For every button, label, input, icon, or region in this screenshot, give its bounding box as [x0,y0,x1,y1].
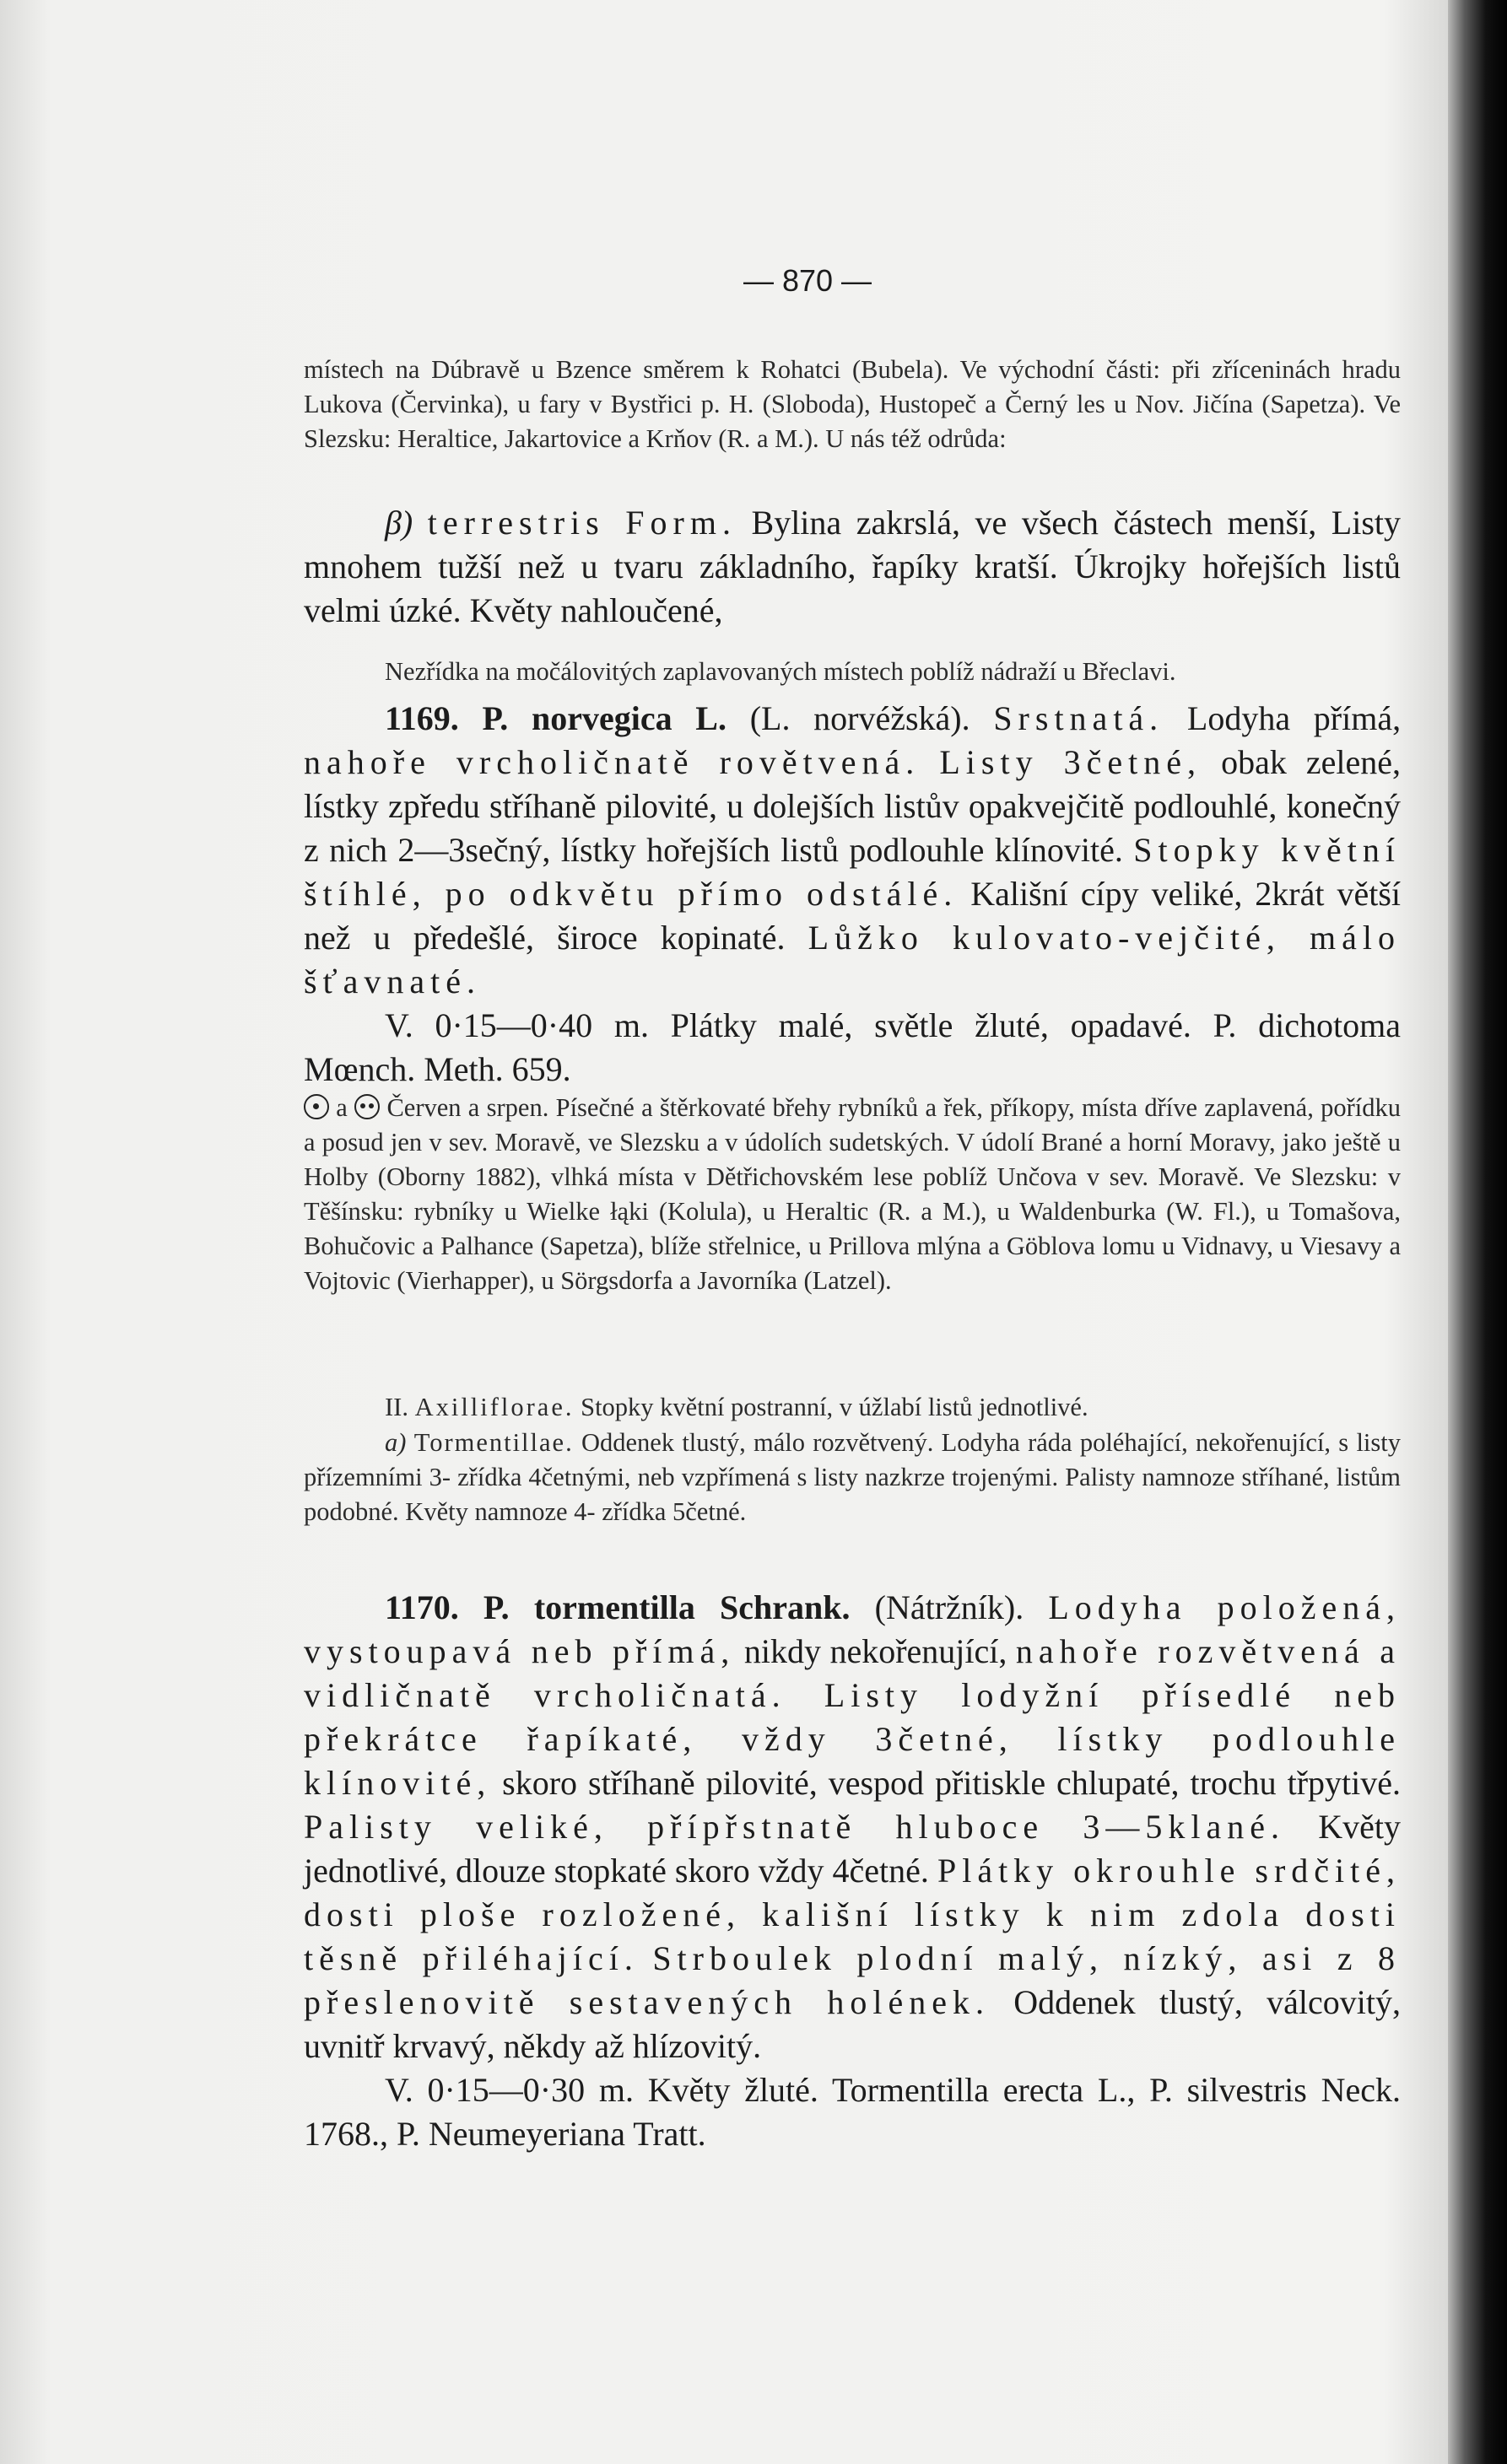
trait-spaced: Stopky květní štíhlé, po odkvětu přímo odstálé. [304,831,1401,913]
species-1170 [304,1586,1401,2156]
scan-edge-shadow [1448,0,1507,2464]
species-common-name: (Nátržník). [874,1588,1024,1626]
variety-terrestris [304,501,1401,633]
trait-spaced: Srstnatá. [993,699,1164,737]
trait-spaced: Palisty veliké, přípřstnatě hluboce 3—5klané. [304,1808,1285,1846]
species-common-name: (L. norvéžská). [749,699,970,737]
species-1169-habitat [304,1091,1401,1298]
variety-form: terrestris Form. [427,504,737,542]
variety-habitat: Nezřídka na močálovitých zaplavovaných místech poblíž nádraží u Břeclavi. [385,657,1176,686]
trait-text: V. 0·15—0·40 m. Plátky malé, světle žluté, opadavé. P. dichotoma Mœnch. Meth. 659. [304,1006,1401,1088]
trait-text: Oddenek tlustý, válcovitý, uvnitř krvavý, někdy až hlízovitý. [304,1983,1402,2065]
trait-spaced: nahoře vrcholičnatě rovětvená. [304,743,921,781]
species-epithet: tormentilla [533,1588,695,1626]
trait-text: Lodyha přímá, [1186,699,1402,737]
page-number: — 870 — [743,263,872,298]
species-epithet: norvegica [531,699,672,737]
trait-spaced: Listy 3četné, [939,743,1202,781]
trait-text: Květy jednotlivé, dlouze stopkaté skoro vždy 4četné. [304,1808,1402,1890]
trait-spaced: Lodyha položená, vystoupavá neb přímá, [304,1588,1402,1670]
trait-text: V. 0·15—0·30 m. Květy žluté. Tormentilla erecta L., P. silvestris Neck. 1768., P. Neumeyeriana Tratt. [304,2071,1401,2153]
biennial-symbol-icon [354,1094,380,1119]
section-axilliflorae [304,1390,1401,1425]
trait-spaced: Strboulek plodní malý, nízký, asi z 8 přeslenovitě sestavených holének. [304,1939,1402,2021]
section-text: Stopky květní postranní, v úžlabí listů jednotlivé. [581,1393,1088,1421]
trait-spaced: Plátky okrouhle srdčité, dosti plоše rozložené, kališní lístky k nim zdola dosti těsně přiléhající. [304,1852,1401,1977]
subsection-text: Oddenek tlustý, málo rozvětvený. Lodyha ráda poléhající, nekořenující, s listy přízemními 3- zřídka 4četnými, neb vzpřímená s listy nazkrze trojenými. Palisty namnoze stříhané, listům podobné. Květy namnoze 4- zřídka 5četné. [304,1428,1401,1526]
distribution-paragraph: místech na Dúbravě u Bzence směrem k Rohatci (Bubela). Ve východní části: při zříceninách hradu Lukova (Červinka), u fary v Bystřici p. H. (Sloboda), Hustopeč a Černý les u Nov. Jičína (Sapetza). Ve Slezsku: Heraltice, Jakartovice a Krňov (R. a M.). U nás též odrůda: [304,355,1401,453]
symbol-separator: a [336,1093,348,1122]
annual-symbol-icon [304,1094,329,1119]
trait-text: Kališní cípy veliké, 2krát větší než u předešlé, široce kopinaté. [304,875,1402,957]
subsection-label: a) [385,1428,407,1457]
species-1169 [304,697,1401,1092]
species-genus: P. [482,699,509,737]
trait-spaced: Lůžko kulovato-vejčité, málo šťavnaté. [304,919,1402,1000]
species-genus: P. [483,1588,510,1626]
section-number: II. [385,1393,408,1421]
species-author: L. [695,699,726,737]
section-name: Axilliflorae. [414,1393,575,1421]
subsection-tormentillae [304,1426,1401,1529]
variety-label: β) [385,504,413,542]
habitat-text: Červen a srpen. Písečné a štěrkovaté břehy rybníků a řek, příkopy, místa dříve zaplavená, pořídku a posud jen v sev. Moravě, ve Slezsku a v údolích sudetských. V údolí Brané a horní Moravy, jako ještě u Holby (Oborny 1882), vlhká místa v Dětřichovském lese poblíž Unčova v sev. Moravě. Ve Slezsku: v Těšínsku: rybníky u Wielke łąki (Kolula), u Heraltic (R. a M.), u Waldenburka (W. Fl.), u Tomašova, Bohučovic a Palhance (Sapetza), blíže střelnice, u Prillova mlýna a Göblova lomu u Vidnavy, u Viesavy a Vojtovic (Vierhapper), u Sörgsdorfa a Javorníka (Latzel). [304,1093,1402,1295]
species-author: Schrank. [720,1588,851,1626]
trait-text: obak zelené, lístky zpředu stříhaně pilovité, u dolejších listův opakvejčitě podlouhlé, konečný z nich 2—3sečný, lístky hořejších listů podlouhle klínovité. [304,743,1402,869]
species-number: 1170. [385,1588,459,1626]
trait-text: skoro stříhaně pilovité, vespod přitiskle chlupaté, trochu třpytivé. [502,1764,1402,1802]
species-number: 1169. [385,699,459,737]
trait-text: nikdy nekořenující, [743,1632,1007,1670]
variety-text: Bylina zakrslá, ve všech částech menší, Listy mnohem tužší než u tvaru základního, řapíky kratší. Úkrojky hořejších listů velmi úzké. Květy nahloučené, [304,504,1402,629]
subsection-name: Tormentillae. [413,1428,574,1457]
trait-spaced: nahoře rozvětvená a vidličnatě vrcholičnatá. Listy lodyžní přísedlé neb překrátce řapíkaté, vždy 3četné, lístky podlouhle klínovité, [304,1632,1402,1802]
